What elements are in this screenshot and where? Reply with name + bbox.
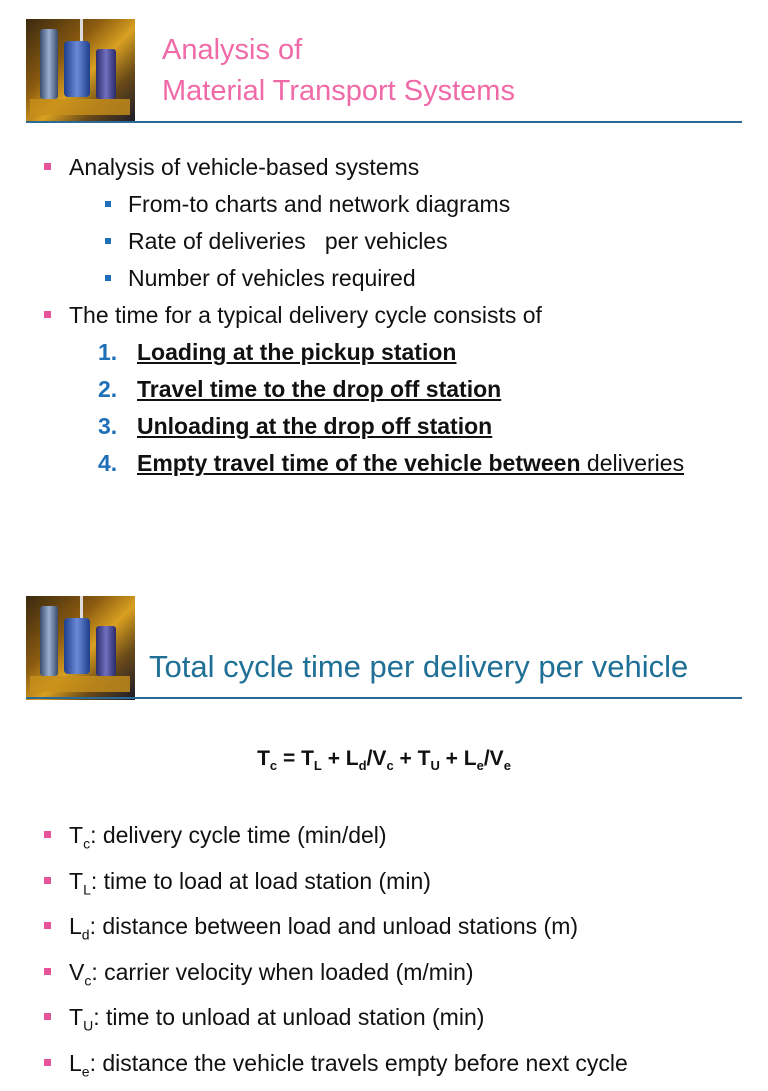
item-number: 1. [98,339,118,365]
square-bullet-icon [44,163,51,170]
bullet-text: Analysis of vehicle-based systems [69,154,420,180]
sub-bullet-item [105,223,684,260]
item-text: Unloading at the drop off station [137,413,493,439]
slide-title [162,30,515,112]
symbol-subscript: c [83,835,91,852]
bullet-item [44,149,684,297]
sub-bullet-item [105,260,684,297]
definition-item [44,863,628,909]
square-bullet-icon [44,1059,51,1066]
item-text: Loading at the pickup station [137,339,457,365]
square-bullet-icon [44,922,51,929]
numbered-list [69,334,684,482]
definition-item [44,954,628,1000]
definition-text: : delivery cycle time (min/del) [90,822,387,848]
capacitor-photo-image [26,19,135,123]
sub-bullet-text: From-to charts and network diagrams [128,191,511,217]
symbol-subscript: U [83,1017,94,1034]
symbol: T [69,822,84,848]
square-bullet-icon [44,877,51,884]
square-bullet-icon [105,275,111,281]
symbol-subscript: e [81,1063,90,1080]
symbol: T [69,1004,84,1031]
title-rule [26,697,742,699]
definition-item [44,999,628,1045]
sub-bullet-item [105,186,684,223]
square-bullet-icon [44,968,51,975]
numbered-item [98,408,684,445]
definition-item [44,1045,628,1091]
numbered-item [98,334,684,371]
bullet-text: The time for a typical delivery cycle consists of [69,302,542,328]
definition-text: : time to load at load station (min) [90,867,431,894]
definition-item [44,908,628,954]
definition-item [44,817,628,863]
definition-text: : time to unload at unload station (min) [93,1004,485,1031]
capacitor-photo-image [26,596,135,700]
sub-bullet-text: Number of vehicles required [128,265,416,291]
symbol-subscript: L [83,881,91,898]
slide-analysis [0,0,768,540]
symbol: L [69,1049,82,1076]
definition-text: : carrier velocity when loaded (m/min) [91,958,474,985]
definition-text: : distance the vehicle travels empty before next cycle [89,1049,628,1076]
title-line-1: Analysis of [162,34,303,66]
definition-text: : distance between load and unload stations (m) [89,913,579,940]
square-bullet-icon [105,238,111,244]
square-bullet-icon [105,201,111,207]
sub-bullet-text: Rate of deliveries per vehicles [128,228,448,254]
slide-title: Total cycle time per delivery per vehicle [149,649,689,684]
item-text: Travel time to the drop off station [137,376,502,402]
cycle-time-formula: $T_c = T_L + L_d/V_c + T_U + L_e/V_e$ [257,747,511,774]
title-rule [26,121,742,123]
symbol: V [69,958,85,985]
sub-bullet-list [69,186,684,297]
item-number: 4. [98,450,118,476]
bullet-item [44,297,684,482]
square-bullet-icon [44,311,51,318]
symbol-subscript: d [81,926,90,943]
item-text-plain: deliveries [580,450,685,476]
symbol: T [69,867,84,894]
symbol: L [69,913,82,940]
square-bullet-icon [44,831,51,838]
item-text: Empty travel time of the vehicle between [137,450,581,476]
numbered-item [98,371,684,408]
numbered-item [98,445,684,482]
item-number: 3. [98,413,118,439]
bullet-list [44,149,684,482]
definition-list [44,817,628,1091]
square-bullet-icon [44,1013,51,1020]
title-line-2: Material Transport Systems [162,75,515,107]
symbol-subscript: c [84,972,92,989]
item-number: 2. [98,376,118,402]
